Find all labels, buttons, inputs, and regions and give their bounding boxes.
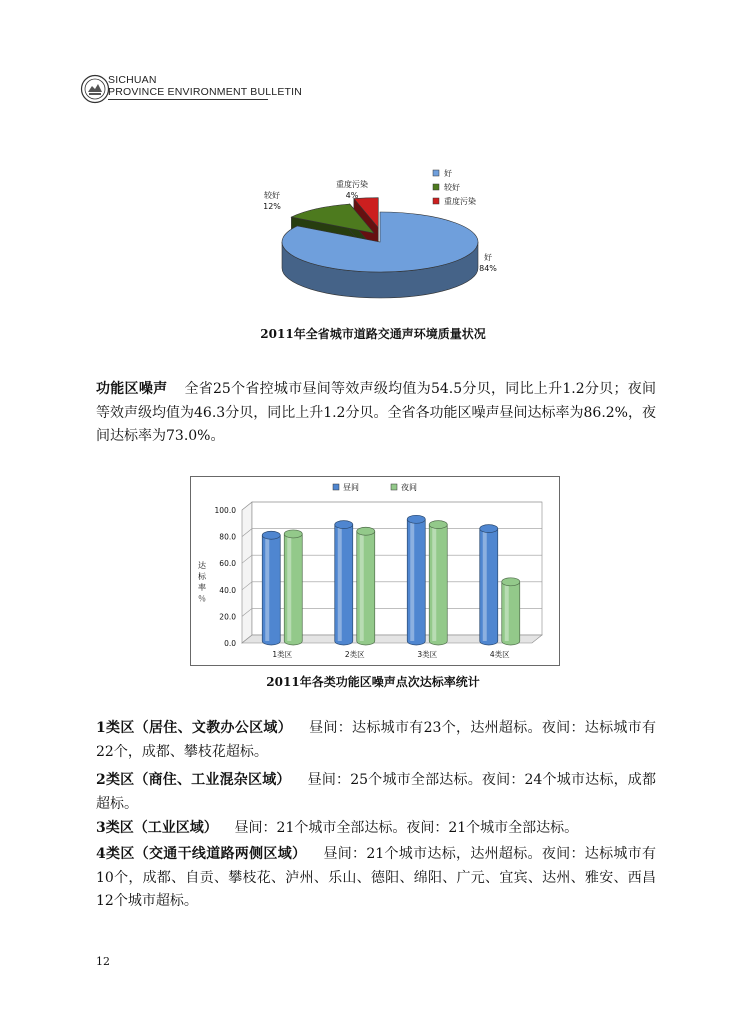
x-tick-label: 4类区 — [489, 650, 510, 659]
bar-chart-caption: 2011年各类功能区噪声点次达标率统计 — [266, 675, 480, 689]
bar-highlight — [432, 525, 436, 641]
pie-label-value: 12% — [263, 202, 281, 211]
header-line-1: SICHUAN — [108, 74, 157, 86]
bar-highlight — [410, 519, 414, 641]
y-tick-label: 20.0 — [219, 612, 236, 622]
zone-lead: 3类区（工业区域） — [96, 820, 218, 836]
bar-highlight — [287, 534, 291, 641]
bar-top — [335, 521, 353, 529]
pie-label-name: 好 — [484, 253, 492, 262]
bar-body — [357, 531, 375, 645]
bar-body — [480, 529, 498, 645]
pie-legend-label: 好 — [444, 169, 452, 178]
bar-2-4 — [502, 578, 520, 645]
y-axis-label: 标 — [198, 572, 206, 581]
intro-text: 全省25个省控城市昼间等效声级均值为54.5分贝，同比上升1.2分贝；夜间等效声级均值为46.3分贝，同比上升1.2分贝。全省各功能区噪声昼间达标率为86.2%，夜间达标率为73.0%。 — [96, 381, 657, 444]
bar-body — [407, 519, 425, 645]
bar-legend-swatch — [391, 484, 397, 490]
intro-lead: 功能区噪声 — [96, 381, 168, 397]
y-tick-label: 0.0 — [224, 639, 236, 648]
bar-highlight — [265, 535, 269, 641]
y-axis-label: ％ — [198, 594, 206, 603]
pie-label-name: 较好 — [264, 191, 280, 200]
bar-top — [262, 531, 280, 539]
bar-highlight — [483, 529, 487, 641]
x-tick-label: 2类区 — [344, 650, 365, 659]
y-tick-label: 80.0 — [219, 532, 236, 542]
zone-text: 昼间：21个城市全部达标。夜间：21个城市全部达标。 — [234, 820, 579, 836]
bar-top — [429, 521, 447, 529]
header-title — [108, 74, 302, 98]
header-divider — [108, 99, 268, 100]
bar-top — [480, 525, 498, 533]
bar-body — [502, 582, 520, 645]
zone-paragraph-3 — [96, 817, 656, 841]
bar-highlight — [338, 525, 342, 641]
pie-chart-caption: 2011年全省城市道路交通声环境质量状况 — [260, 327, 486, 341]
chart-side-wall — [242, 502, 252, 643]
bar-highlight — [360, 531, 364, 641]
bar-2-3 — [429, 521, 447, 645]
bar-1-2 — [335, 521, 353, 645]
zone-paragraph-2 — [96, 769, 656, 816]
pie-legend-label: 重度污染 — [444, 197, 476, 206]
zone-lead: 4类区（交通干线道路两侧区域） — [96, 846, 307, 862]
page-number: 12 — [96, 955, 110, 968]
bar-1-3 — [407, 515, 425, 645]
bar-2-2 — [357, 527, 375, 645]
pie-label-value: 84% — [479, 264, 497, 273]
bar-top — [357, 527, 375, 535]
pie-legend-label: 较好 — [444, 183, 460, 192]
y-tick-label: 60.0 — [219, 559, 236, 569]
zone-text: 昼间：21个城市达标，达州超标。夜间：达标城市有10个，成都、自贡、攀枝花、泸州、乐山、德阳、绵阳、广元、宜宾、达州、雅安、西昌12个城市超标。 — [96, 846, 656, 909]
zone-text: 昼间：25个城市全部达标。夜间：24个城市达标，成都超标。 — [96, 772, 656, 812]
bar-body — [262, 535, 280, 645]
bulletin-logo — [80, 74, 110, 104]
zone-text: 昼间：达标城市有23个，达州超标。夜间：达标城市有22个，成都、攀枝花超标。 — [96, 720, 656, 760]
zone-paragraph-1 — [96, 717, 656, 764]
zone-lead: 1类区（居住、文教办公区域） — [96, 720, 293, 736]
bar-legend-label: 昼间 — [343, 483, 359, 492]
pie-label-value: 4% — [345, 191, 359, 200]
y-tick-label: 40.0 — [219, 585, 236, 595]
bar-1-4 — [480, 525, 498, 645]
y-tick-label: 100.0 — [214, 506, 236, 515]
bar-chart — [190, 476, 560, 666]
bar-top — [284, 530, 302, 538]
bar-legend-swatch — [333, 484, 339, 490]
header-line-2: PROVINCE ENVIRONMENT BULLETIN — [108, 86, 303, 98]
pie-label-name: 重度污染 — [336, 180, 368, 189]
bar-body — [284, 534, 302, 645]
bar-highlight — [505, 582, 509, 641]
bar-1-1 — [262, 531, 280, 645]
bar-legend-label: 夜间 — [401, 483, 417, 492]
bar-2-1 — [284, 530, 302, 645]
intro-paragraph — [96, 378, 656, 449]
bar-body — [335, 525, 353, 645]
pie-legend-swatch — [433, 198, 439, 204]
x-tick-label: 1类区 — [272, 650, 293, 659]
y-axis-label: 达 — [198, 561, 206, 570]
zone-lead: 2类区（商住、工业混杂区域） — [96, 772, 291, 788]
bar-top — [407, 515, 425, 523]
bar-body — [429, 525, 447, 645]
pie-legend-swatch — [433, 184, 439, 190]
x-tick-label: 3类区 — [417, 650, 438, 659]
y-axis-label: 率 — [198, 583, 206, 592]
pie-chart — [240, 160, 520, 320]
pie-legend-swatch — [433, 170, 439, 176]
zone-paragraph-4 — [96, 843, 656, 914]
bar-top — [502, 578, 520, 586]
